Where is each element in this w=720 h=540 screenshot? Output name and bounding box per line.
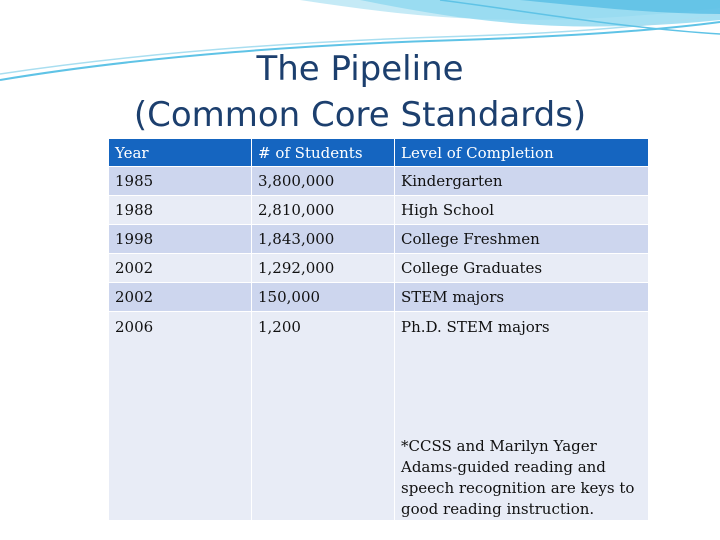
cell-year: 1998 (109, 225, 252, 254)
cell-students: 2,810,000 (252, 196, 395, 225)
pipeline-table (108, 138, 649, 521)
header-students: # of Students (252, 139, 395, 167)
title-line-1: The Pipeline (256, 49, 464, 89)
title-line-2: (Common Core Standards) (133, 95, 587, 135)
cell-students: 1,292,000 (252, 254, 395, 283)
cell-completion: Kindergarten (395, 167, 649, 196)
table-header-row (109, 139, 649, 167)
footnote: *CCSS and Marilyn Yager Adams-guided reading and speech recognition are keys to good reading instruction. (401, 437, 635, 518)
cell-completion (395, 312, 649, 521)
cell-completion: STEM majors (395, 283, 649, 312)
cell-completion: College Freshmen (395, 225, 649, 254)
cell-students: 150,000 (252, 283, 395, 312)
header-completion: Level of Completion (395, 139, 649, 167)
cell-year: 1988 (109, 196, 252, 225)
cell-completion: College Graduates (395, 254, 649, 283)
cell-students: 1,843,000 (252, 225, 395, 254)
cell-students: 1,200 (252, 312, 395, 521)
cell-students: 3,800,000 (252, 167, 395, 196)
table-row (109, 312, 649, 521)
table-row (109, 254, 649, 283)
cell-year: 2002 (109, 283, 252, 312)
cell-year: 2002 (109, 254, 252, 283)
table-row (109, 283, 649, 312)
header-year: Year (109, 139, 252, 167)
cell-completion: High School (395, 196, 649, 225)
cell-completion-text: Ph.D. STEM majors (401, 318, 550, 336)
cell-year: 2006 (109, 312, 252, 521)
table-row (109, 196, 649, 225)
table-row (109, 167, 649, 196)
page-title (0, 46, 720, 138)
table-row (109, 225, 649, 254)
cell-year: 1985 (109, 167, 252, 196)
